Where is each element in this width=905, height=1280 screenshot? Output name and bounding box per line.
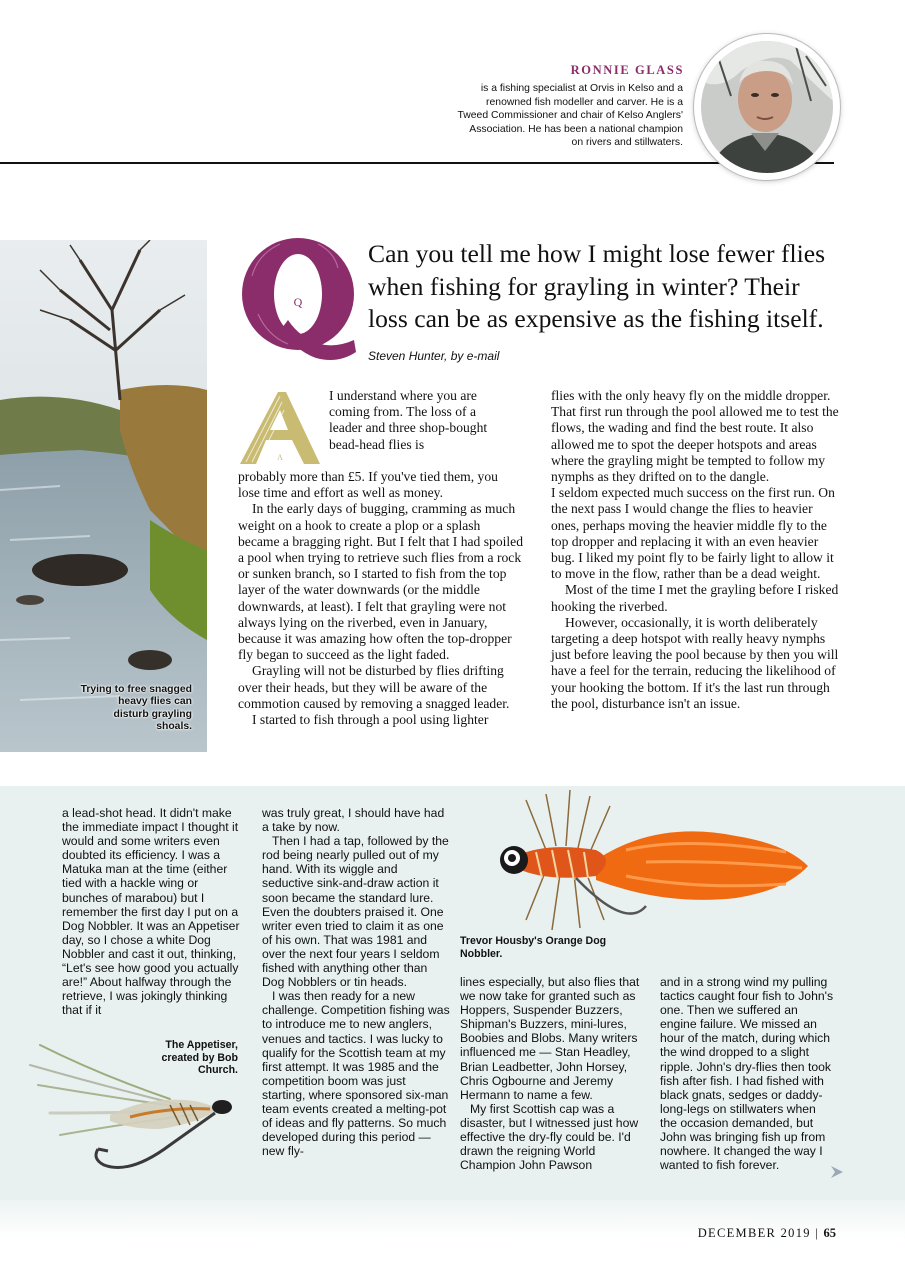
answer-column-1 [238, 469, 523, 728]
answer-column-2 [551, 388, 840, 712]
panel-column-1 [62, 806, 244, 1017]
paragraph: However, occasionally, it is worth deliberately targeting a deep hotspot with really heavy nymphs just before leaving the pool because by then you will have a feel for the terrain, reducing the likelihood of your hooking the bottom. If it's the last run through the pool, disturbance isn't an issue. [551, 614, 839, 711]
page-folio [600, 1226, 836, 1241]
paragraph: Grayling will not be disturbed by flies drifting over their heads, but they will be aware of the commotion caused by removing a snagged leader. [238, 663, 510, 711]
paragraph: I was then ready for a new challenge. Competition fishing was to introduce me to new anglers, venues and tactics. I was lucky to qualify for the Scottish team at my first attempt. It was 1985 and the competition boom was just starting, where sponsored six-man team events created a melting-pot of ideas and fly patterns. So much developed during this period — new fly- [262, 989, 450, 1159]
panel-column-4 [660, 975, 836, 1172]
author-name: RONNIE GLASS [570, 63, 684, 77]
paragraph: a lead-shot head. It didn't make the immediate impact I thought it would and some writers even doubted its efficiency. I was a Matuka man at the time (either tied with a hackle wing or bunches of marabou) but I remember the first day I put on a Dog Nobbler. It was an Appetiser day, so I chose a white Dog Nobbler and cast it out, thinking, “Let's see how good you actually are!” About halfway through the retrieve, I was jokingly thinking that if it [62, 806, 240, 1018]
panel-column-2 [262, 806, 450, 1158]
answer-letter: A [277, 453, 283, 462]
page-number: 65 [823, 1226, 836, 1240]
orange-dog-nobbler-caption: Trevor Housby's Orange Dog Nobbler. [460, 935, 607, 960]
question-drop-cap [238, 236, 358, 366]
river-photo [0, 240, 207, 752]
answer-lead [329, 388, 501, 453]
paragraph: I started to fish through a pool using lighter [252, 712, 489, 728]
paragraph: was truly great, I should have had a take by now. [262, 806, 445, 835]
paragraph: I seldom expected much success on the first run. On the next pass I would change the flies to heavier ones, perhaps moving the heavier middle fly to the top dropper and replacing it with an even heavier bug. I liked my point fly to be fairly light to allow it to move in the flow, rather than be a dead weight. [551, 485, 835, 582]
paragraph: In the early days of bugging, cramming as much weight on a hook to create a plop or a splash became a bragging right. But I felt that I had spoiled a pool when trying to retrieve such flies from a rock or sunken branch, so I started to fish from the top layer of the water downwards (or the middle downwards, at least). I felt that grayling were not always lying on the riverbed, even in January, because it was amazing how often the top-dropper fly began to succeed as the light faded. [238, 501, 524, 663]
paragraph: Most of the time I met the grayling before I risked hooking the riverbed. [551, 582, 839, 614]
paragraph: lines especially, but also flies that we now take for granted such as Hoppers, Suspender Buzzers, Shipman's Buzzers, mini-lures, Boobies and Blobs. Many writers influenced me — Stan Headley, Brian Leadbetter, John Horsey, Chris Ogbourne and Jeremy Hermann to name a few. [460, 975, 640, 1102]
photo-caption: Trying to free snagged heavy flies can disturb grayling shoals. [80, 684, 192, 733]
folio-separator: | [815, 1226, 820, 1240]
header-rule [0, 162, 834, 164]
issue-date: DECEMBER 2019 [697, 1226, 811, 1240]
question-block [368, 238, 838, 372]
paragraph: My first Scottish cap was a disaster, but I witnessed just how effective the dry-fly could be. I'd drawn the reigning World Champion John Pawson [460, 1101, 639, 1173]
answer-drop-cap [238, 390, 322, 466]
paragraph: Then I had a tap, followed by the rod being nearly pulled out of my hand. With its wiggle and seductive sink-and-draw action it soon became the standard lure. Even the doubters praised it. One writer even tried to claim it as one of his own. That was 1981 and over the next four years I seldom fished with anything other than Dog Nobblers or tin heads. [262, 834, 449, 990]
paragraph: probably more than £5. If you've tied them, you lose time and effort as well as money. [238, 469, 498, 501]
panel-column-3 [460, 975, 646, 1172]
answer-lead-text: I understand where you are coming from. The loss of a leader and three shop-bought bead-head flies is [329, 388, 488, 452]
author-bio: is a fishing specialist at Orvis in Kelso and a renowned fish modeller and carver. He is a Tweed Commissioner and chair of Kelso Anglers' Association. He has been a national champion on rivers and stillwaters. [457, 83, 683, 149]
author-portrait [701, 41, 833, 173]
paragraph: flies with the only heavy fly on the middle dropper. That first run through the pool allowed me to test the flows, the wading and find the best route. It also allowed me to spot the deeper hotspots and areas where the grayling might be tempted to follow my nymphs as they drifted on to the dangle. [551, 388, 839, 485]
appetiser-caption: The Appetiser, created by Bob Church. [161, 1039, 238, 1077]
paragraph: and in a strong wind my pulling tactics caught four fish to John's one. Then we suffered an engine failure. We missed an hour of the match, during which the wind dropped to a slight ripple. John's dry-flies then took fish after fish. I had fished with black gnats, sedges or daddy-long-legs on stillwaters when the occasion demanded, but John was bringing fish up from nowhere. It changed the way I wanted to fish forever. [660, 975, 834, 1173]
question-text: Can you tell me how I might lose fewer flies when fishing for grayling in winter? Their loss can be as expensive as the fishing itself. [368, 239, 826, 333]
orange-dog-nobbler-photo [486, 780, 812, 950]
question-letter: Q [293, 295, 303, 309]
question-asker: Steven Hunter, by e-mail [368, 348, 500, 363]
continue-arrow-icon [829, 1164, 845, 1180]
